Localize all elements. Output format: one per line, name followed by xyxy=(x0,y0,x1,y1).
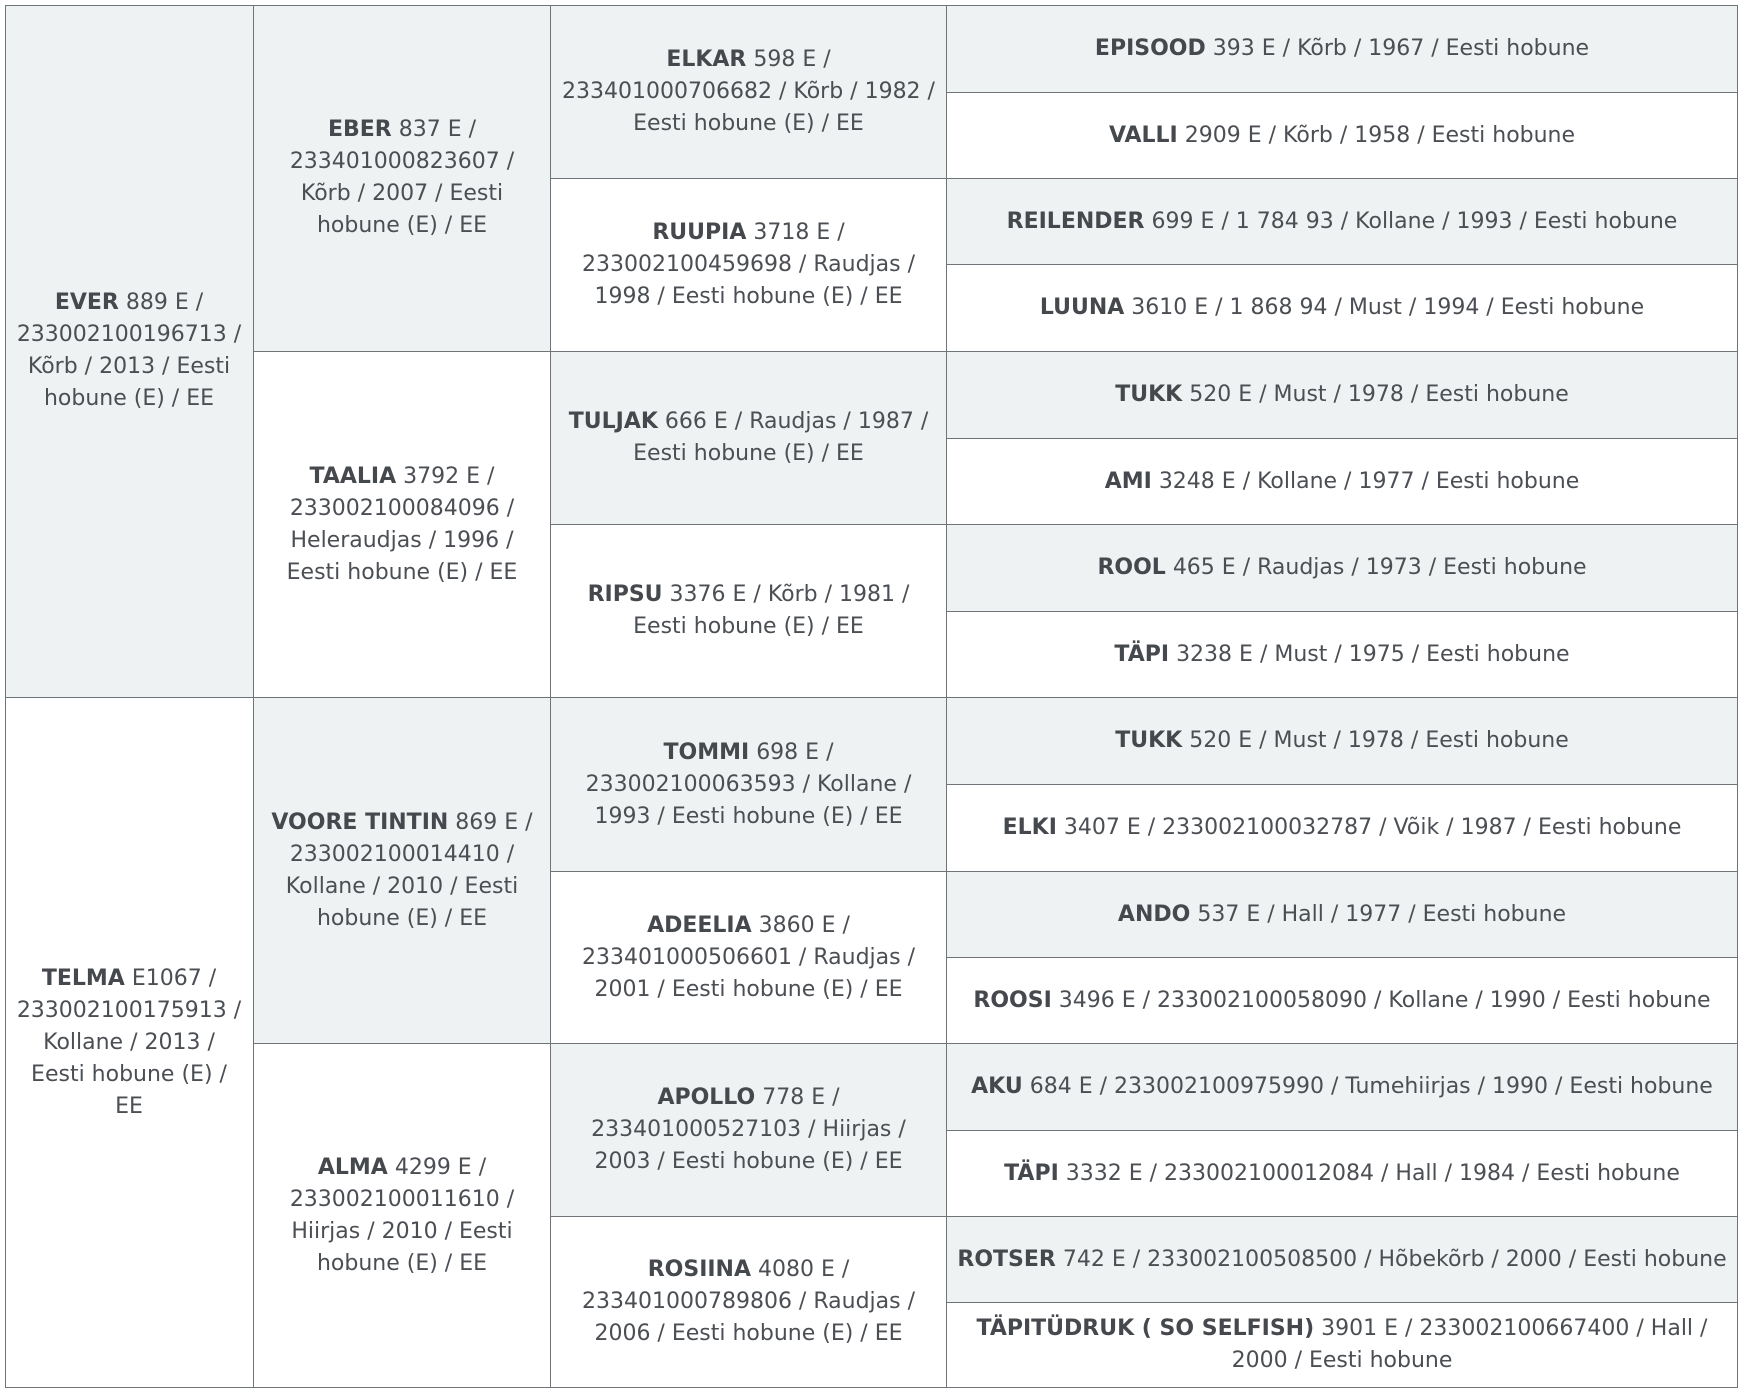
horse-name: EVER xyxy=(54,290,119,315)
horse-details: 3901 E / 233002100667400 / Hall / 2000 / Eesti hobune xyxy=(1231,1316,1708,1373)
horse-name: RIPSU xyxy=(587,582,663,607)
pedigree-cell-gen3 xyxy=(551,179,947,352)
horse-name: REILENDER xyxy=(1006,208,1145,234)
horse-name: TELMA xyxy=(41,965,125,991)
pedigree-cell-gen3 xyxy=(551,872,947,1044)
horse-name: ADEELIA xyxy=(647,912,752,938)
horse-name: VOORE TINTIN xyxy=(271,809,449,835)
pedigree-cell-gen2 xyxy=(254,352,551,698)
pedigree-cell-gen4 xyxy=(947,352,1738,439)
horse-details: 3407 E / 233002100032787 / Võik / 1987 / Eesti hobune xyxy=(1063,815,1682,840)
horse-details: 666 E / Raudjas / 1987 / Eesti hobune (E) / EE xyxy=(633,409,929,466)
horse-details: 3248 E / Kollane / 1977 / Eesti hobune xyxy=(1158,468,1580,494)
pedigree-cell-gen3 xyxy=(551,525,947,698)
pedigree-cell-gen4 xyxy=(947,265,1738,352)
pedigree-cell-gen4 xyxy=(947,872,1738,958)
pedigree-cell-gen4 xyxy=(947,1303,1738,1388)
pedigree-cell-gen3 xyxy=(551,5,947,179)
horse-details: 837 E / 233401000823607 / Kõrb / 2007 / Eesti hobune (E) / EE xyxy=(289,117,515,238)
horse-name: APOLLO xyxy=(657,1085,756,1110)
pedigree-cell-gen4 xyxy=(947,93,1738,179)
horse-name: TÄPITÜDRUK ( SO SELFISH) xyxy=(976,1316,1315,1341)
horse-details: 3610 E / 1 868 94 / Must / 1994 / Eesti hobune xyxy=(1131,295,1645,320)
horse-name: ROSIINA xyxy=(647,1257,751,1282)
horse-details: 3718 E / 233002100459698 / Raudjas / 1998 / Eesti hobune (E) / EE xyxy=(581,220,915,309)
horse-details: 520 E / Must / 1978 / Eesti hobune xyxy=(1189,728,1569,753)
pedigree-cell-gen4 xyxy=(947,612,1738,698)
horse-details: 3238 E / Must / 1975 / Eesti hobune xyxy=(1176,641,1570,667)
horse-name: ROOSI xyxy=(973,987,1052,1013)
pedigree-cell-gen4 xyxy=(947,1131,1738,1217)
horse-details: 889 E / 233002100196713 / Kõrb / 2013 / Eesti hobune (E) / EE xyxy=(16,290,242,411)
horse-details: 393 E / Kõrb / 1967 / Eesti hobune xyxy=(1212,35,1590,61)
horse-details: 4299 E / 233002100011610 / Hiirjas / 2010 / Eesti hobune (E) / EE xyxy=(289,1154,515,1276)
pedigree-cell-gen3 xyxy=(551,1044,947,1217)
pedigree-cell-gen4 xyxy=(947,785,1738,872)
pedigree-cell-gen3 xyxy=(551,352,947,525)
horse-name: EBER xyxy=(327,117,392,142)
horse-details: 465 E / Raudjas / 1973 / Eesti hobune xyxy=(1172,555,1587,580)
pedigree-cell-gen4 xyxy=(947,439,1738,525)
pedigree-cell-sire xyxy=(5,5,254,698)
horse-name: ELKAR xyxy=(666,46,747,72)
horse-details: 698 E / 233002100063593 / Kollane / 1993 / Eesti hobune (E) / EE xyxy=(585,739,912,829)
horse-details: 3496 E / 233002100058090 / Kollane / 1990 / Eesti hobune xyxy=(1058,987,1711,1013)
horse-details: 742 E / 233002100508500 / Hõbekõrb / 2000 / Eesti hobune xyxy=(1062,1246,1727,1272)
horse-name: TUKK xyxy=(1115,382,1183,407)
horse-name: TÄPI xyxy=(1114,641,1170,667)
horse-details: 537 E / Hall / 1977 / Eesti hobune xyxy=(1197,901,1567,927)
horse-name: ALMA xyxy=(317,1154,388,1180)
pedigree-cell-gen4 xyxy=(947,1044,1738,1131)
pedigree-cell-gen4 xyxy=(947,525,1738,612)
horse-details: 598 E / 233401000706682 / Kõrb / 1982 / Eesti hobune (E) / EE xyxy=(562,46,935,136)
horse-details: E1067 / 233002100175913 / Kollane / 2013 / Eesti hobune (E) / EE xyxy=(16,965,242,1119)
horse-name: TÄPI xyxy=(1004,1160,1059,1186)
pedigree-cell-gen3 xyxy=(551,698,947,872)
horse-details: 2909 E / Kõrb / 1958 / Eesti hobune xyxy=(1184,122,1576,148)
horse-name: RUUPIA xyxy=(652,220,747,245)
pedigree-cell-gen4 xyxy=(947,698,1738,785)
horse-name: ELKI xyxy=(1002,815,1057,840)
pedigree-cell-gen4 xyxy=(947,5,1738,93)
horse-details: 3376 E / Kõrb / 1981 / Eesti hobune (E) / EE xyxy=(633,582,910,639)
pedigree-cell-gen2 xyxy=(254,698,551,1044)
pedigree-cell-gen3 xyxy=(551,1217,947,1388)
pedigree-cell-gen2 xyxy=(254,5,551,352)
horse-name: TUKK xyxy=(1115,728,1183,753)
pedigree-cell-gen4 xyxy=(947,1217,1738,1303)
horse-details: 684 E / 233002100975990 / Tumehiirjas / 1990 / Eesti hobune xyxy=(1029,1074,1713,1099)
horse-details: 3332 E / 233002100012084 / Hall / 1984 / Eesti hobune xyxy=(1065,1160,1680,1186)
horse-details: 520 E / Must / 1978 / Eesti hobune xyxy=(1189,382,1569,407)
pedigree-cell-gen4 xyxy=(947,179,1738,265)
horse-name: LUUNA xyxy=(1039,295,1125,320)
horse-name: EPISOOD xyxy=(1094,35,1206,61)
pedigree-cell-gen4 xyxy=(947,958,1738,1044)
horse-name: TOMMI xyxy=(663,739,750,765)
pedigree-cell-dam xyxy=(5,698,254,1388)
horse-details: 869 E / 233002100014410 / Kollane / 2010 / Eesti hobune (E) / EE xyxy=(285,809,533,931)
horse-name: TULJAK xyxy=(568,409,658,434)
horse-name: ANDO xyxy=(1117,901,1191,927)
horse-name: ROTSER xyxy=(957,1246,1056,1272)
horse-name: VALLI xyxy=(1108,122,1178,148)
horse-details: 778 E / 233401000527103 / Hiirjas / 2003 / Eesti hobune (E) / EE xyxy=(591,1085,906,1174)
horse-name: AMI xyxy=(1104,468,1152,494)
horse-details: 3792 E / 233002100084096 / Heleraudjas / 1996 / Eesti hobune (E) / EE xyxy=(286,463,518,585)
horse-name: TAALIA xyxy=(309,463,397,489)
horse-name: AKU xyxy=(971,1074,1023,1099)
pedigree-cell-gen2 xyxy=(254,1044,551,1388)
horse-name: ROOL xyxy=(1097,555,1166,580)
horse-details: 699 E / 1 784 93 / Kollane / 1993 / Eesti hobune xyxy=(1151,208,1678,234)
horse-details: 4080 E / 233401000789806 / Raudjas / 2006 / Eesti hobune (E) / EE xyxy=(581,1257,915,1346)
horse-details: 3860 E / 233401000506601 / Raudjas / 2001 / Eesti hobune (E) / EE xyxy=(581,912,915,1002)
